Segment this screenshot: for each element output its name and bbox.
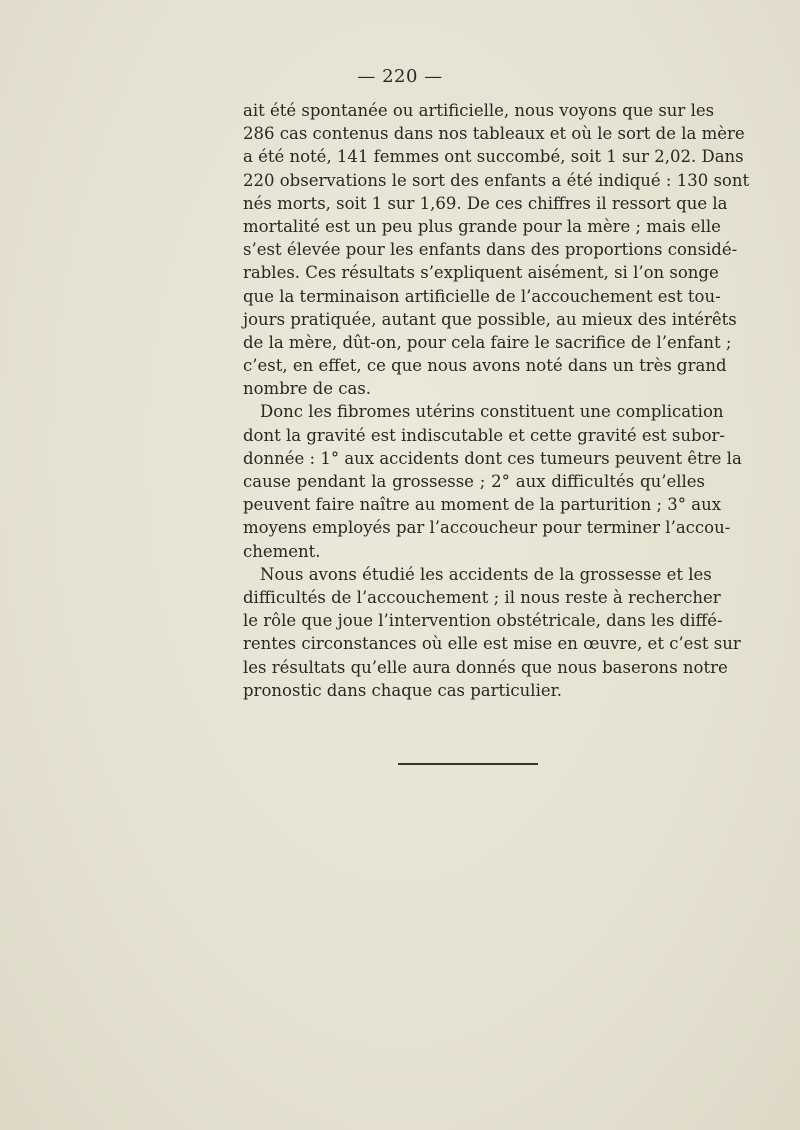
- text-line: que la terminaison artificielle de l’accouchement est tou-: [243, 286, 721, 306]
- text-line: chement.: [243, 541, 321, 561]
- text-line: Donc les fibromes utérins constituent une complication: [260, 402, 724, 422]
- text-line: cause pendant la grossesse ; 2° aux difficultés qu’elles: [243, 472, 705, 491]
- text-line: 286 cas contenus dans nos tableaux et où le sort de la mère: [243, 124, 745, 144]
- text-line: mortalité est un peu plus grande pour la mère ; mais elle: [243, 216, 721, 236]
- text-line: de la mère, dût-on, pour cela faire le sacrifice de l’enfant ;: [243, 332, 732, 352]
- text-line: nombre de cas.: [243, 379, 372, 399]
- text-line: nés morts, soit 1 sur 1,69. De ces chiffres il ressort que la: [243, 193, 728, 213]
- text-line: a été noté, 141 femmes ont succombé, soit 1 sur 2,02. Dans: [243, 147, 744, 167]
- text-line: pronostic dans chaque cas particulier.: [243, 680, 562, 700]
- text-line: difficultés de l’accouchement ; il nous reste à rechercher: [243, 587, 721, 607]
- text-line: ait été spontanée ou artificielle, nous voyons que sur les: [243, 101, 715, 120]
- text-line: moyens employés par l’accoucheur pour terminer l’accou-: [243, 518, 731, 538]
- page-number: — 220 —: [357, 66, 443, 87]
- text-line: jours pratiquée, autant que possible, au mieux des intérêts: [243, 309, 737, 329]
- text-line: donnée : 1° aux accidents dont ces tumeurs peuvent être la: [243, 448, 742, 468]
- text-line: les résultats qu’elle aura donnés que nous baserons notre: [243, 657, 728, 677]
- text-line: s’est élevée pour les enfants dans des proportions considé-: [243, 240, 738, 260]
- paragraph-2: [243, 400, 742, 562]
- text-line: rentes circonstances où elle est mise en œuvre, et c’est sur: [243, 634, 741, 654]
- paragraph-3: [243, 563, 741, 702]
- paragraph-1: [243, 99, 750, 400]
- text-line: dont la gravité est indiscutable et cette gravité est subor-: [243, 425, 725, 445]
- text-line: le rôle que joue l’intervention obstétricale, dans les diffé-: [243, 611, 723, 631]
- text-line: Nous avons étudié les accidents de la grossesse et les: [260, 564, 712, 584]
- text-line: c’est, en effet, ce que nous avons noté dans un très grand: [243, 356, 727, 376]
- section-end-rule: [398, 763, 538, 765]
- text-line: 220 observations le sort des enfants a été indiqué : 130 sont: [243, 170, 750, 190]
- body-text: [243, 99, 750, 702]
- text-line: rables. Ces résultats s’expliquent aisément, si l’on songe: [243, 263, 719, 283]
- text-line: peuvent faire naître au moment de la parturition ; 3° aux: [243, 495, 722, 515]
